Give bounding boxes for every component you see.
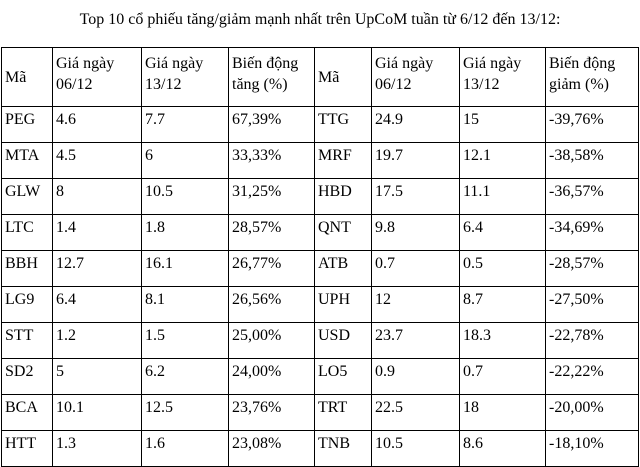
gainer-code: HTT — [2, 431, 53, 467]
loser-price-start: 24.9 — [372, 107, 460, 143]
gainer-price-end: 10.5 — [142, 179, 229, 215]
loser-change: -22,22% — [546, 359, 639, 395]
gainer-code: PEG — [2, 107, 53, 143]
gainer-price-end: 1.5 — [142, 323, 229, 359]
loser-change: -27,50% — [546, 287, 639, 323]
gainer-price-end: 6 — [142, 143, 229, 179]
loser-code: LO5 — [315, 359, 372, 395]
gainer-change: 23,08% — [229, 431, 315, 467]
loser-price-end: 8.6 — [460, 431, 546, 467]
table-row — [2, 179, 639, 215]
loser-price-end: 6.4 — [460, 215, 546, 251]
loser-change: -39,76% — [546, 107, 639, 143]
gainer-code: GLW — [2, 179, 53, 215]
gainer-price-start: 1.2 — [53, 323, 142, 359]
loser-price-end: 18.3 — [460, 323, 546, 359]
gainer-price-start: 8 — [53, 179, 142, 215]
gainer-price-start: 4.5 — [53, 143, 142, 179]
gainer-price-start: 5 — [53, 359, 142, 395]
loser-code: USD — [315, 323, 372, 359]
gainer-price-start: 4.6 — [53, 107, 142, 143]
table-row — [2, 143, 639, 179]
loser-price-start: 0.9 — [372, 359, 460, 395]
gainer-change: 67,39% — [229, 107, 315, 143]
table-row — [2, 323, 639, 359]
gainer-code: LTC — [2, 215, 53, 251]
table-header — [2, 48, 639, 107]
loser-price-end: 12.1 — [460, 143, 546, 179]
table-title: Top 10 cổ phiếu tăng/giảm mạnh nhất trên UpCoM tuần từ 6/12 đến 13/12: — [79, 11, 561, 28]
loser-code: TRT — [315, 395, 372, 431]
loser-change: -28,57% — [546, 251, 639, 287]
gainer-change: 31,25% — [229, 179, 315, 215]
header-row — [2, 48, 639, 107]
gainer-price-end: 16.1 — [142, 251, 229, 287]
loser-code: MRF — [315, 143, 372, 179]
gainer-price-end: 8.1 — [142, 287, 229, 323]
table-row — [2, 359, 639, 395]
stock-table — [1, 47, 639, 467]
gainer-code: MTA — [2, 143, 53, 179]
loser-code: TNB — [315, 431, 372, 467]
table-row — [2, 395, 639, 431]
loser-code: TTG — [315, 107, 372, 143]
table-row — [2, 107, 639, 143]
header-change-losers: Biến động giảm (%) — [546, 48, 639, 107]
loser-price-start: 0.7 — [372, 251, 460, 287]
gainer-change: 28,57% — [229, 215, 315, 251]
gainer-price-end: 1.8 — [142, 215, 229, 251]
loser-code: HBD — [315, 179, 372, 215]
loser-price-start: 23.7 — [372, 323, 460, 359]
loser-change: -20,00% — [546, 395, 639, 431]
table-row — [2, 287, 639, 323]
loser-change: -34,69% — [546, 215, 639, 251]
loser-change: -22,78% — [546, 323, 639, 359]
gainer-price-start: 1.3 — [53, 431, 142, 467]
header-price-end-losers: Giá ngày 13/12 — [460, 48, 546, 107]
gainer-code: STT — [2, 323, 53, 359]
loser-code: QNT — [315, 215, 372, 251]
loser-price-end: 8.7 — [460, 287, 546, 323]
loser-price-start: 22.5 — [372, 395, 460, 431]
loser-price-end: 11.1 — [460, 179, 546, 215]
gainer-change: 33,33% — [229, 143, 315, 179]
gainer-price-start: 1.4 — [53, 215, 142, 251]
loser-price-start: 19.7 — [372, 143, 460, 179]
loser-price-end: 18 — [460, 395, 546, 431]
loser-price-end: 15 — [460, 107, 546, 143]
gainer-code: BBH — [2, 251, 53, 287]
gainer-price-end: 6.2 — [142, 359, 229, 395]
gainer-change: 23,76% — [229, 395, 315, 431]
gainer-code: BCA — [2, 395, 53, 431]
loser-price-end: 0.5 — [460, 251, 546, 287]
gainer-change: 25,00% — [229, 323, 315, 359]
loser-code: ATB — [315, 251, 372, 287]
gainer-price-start: 12.7 — [53, 251, 142, 287]
gainer-price-start: 6.4 — [53, 287, 142, 323]
loser-change: -18,10% — [546, 431, 639, 467]
header-code-gainers: Mã — [2, 48, 53, 107]
gainer-change: 24,00% — [229, 359, 315, 395]
loser-price-start: 10.5 — [372, 431, 460, 467]
gainer-change: 26,56% — [229, 287, 315, 323]
loser-change: -36,57% — [546, 179, 639, 215]
header-price-start-losers: Giá ngày 06/12 — [372, 48, 460, 107]
loser-price-start: 17.5 — [372, 179, 460, 215]
table-row — [2, 215, 639, 251]
gainer-price-end: 1.6 — [142, 431, 229, 467]
table-row — [2, 431, 639, 467]
header-price-start-gainers: Giá ngày 06/12 — [53, 48, 142, 107]
header-code-losers: Mã — [315, 48, 372, 107]
gainer-change: 26,77% — [229, 251, 315, 287]
gainer-code: LG9 — [2, 287, 53, 323]
header-change-gainers: Biến động tăng (%) — [229, 48, 315, 107]
gainer-code: SD2 — [2, 359, 53, 395]
gainer-price-start: 10.1 — [53, 395, 142, 431]
loser-change: -38,58% — [546, 143, 639, 179]
loser-price-start: 9.8 — [372, 215, 460, 251]
loser-code: UPH — [315, 287, 372, 323]
loser-price-start: 12 — [372, 287, 460, 323]
gainer-price-end: 7.7 — [142, 107, 229, 143]
loser-price-end: 0.7 — [460, 359, 546, 395]
header-price-end-gainers: Giá ngày 13/12 — [142, 48, 229, 107]
table-body — [2, 107, 639, 467]
gainer-price-end: 12.5 — [142, 395, 229, 431]
table-row — [2, 251, 639, 287]
